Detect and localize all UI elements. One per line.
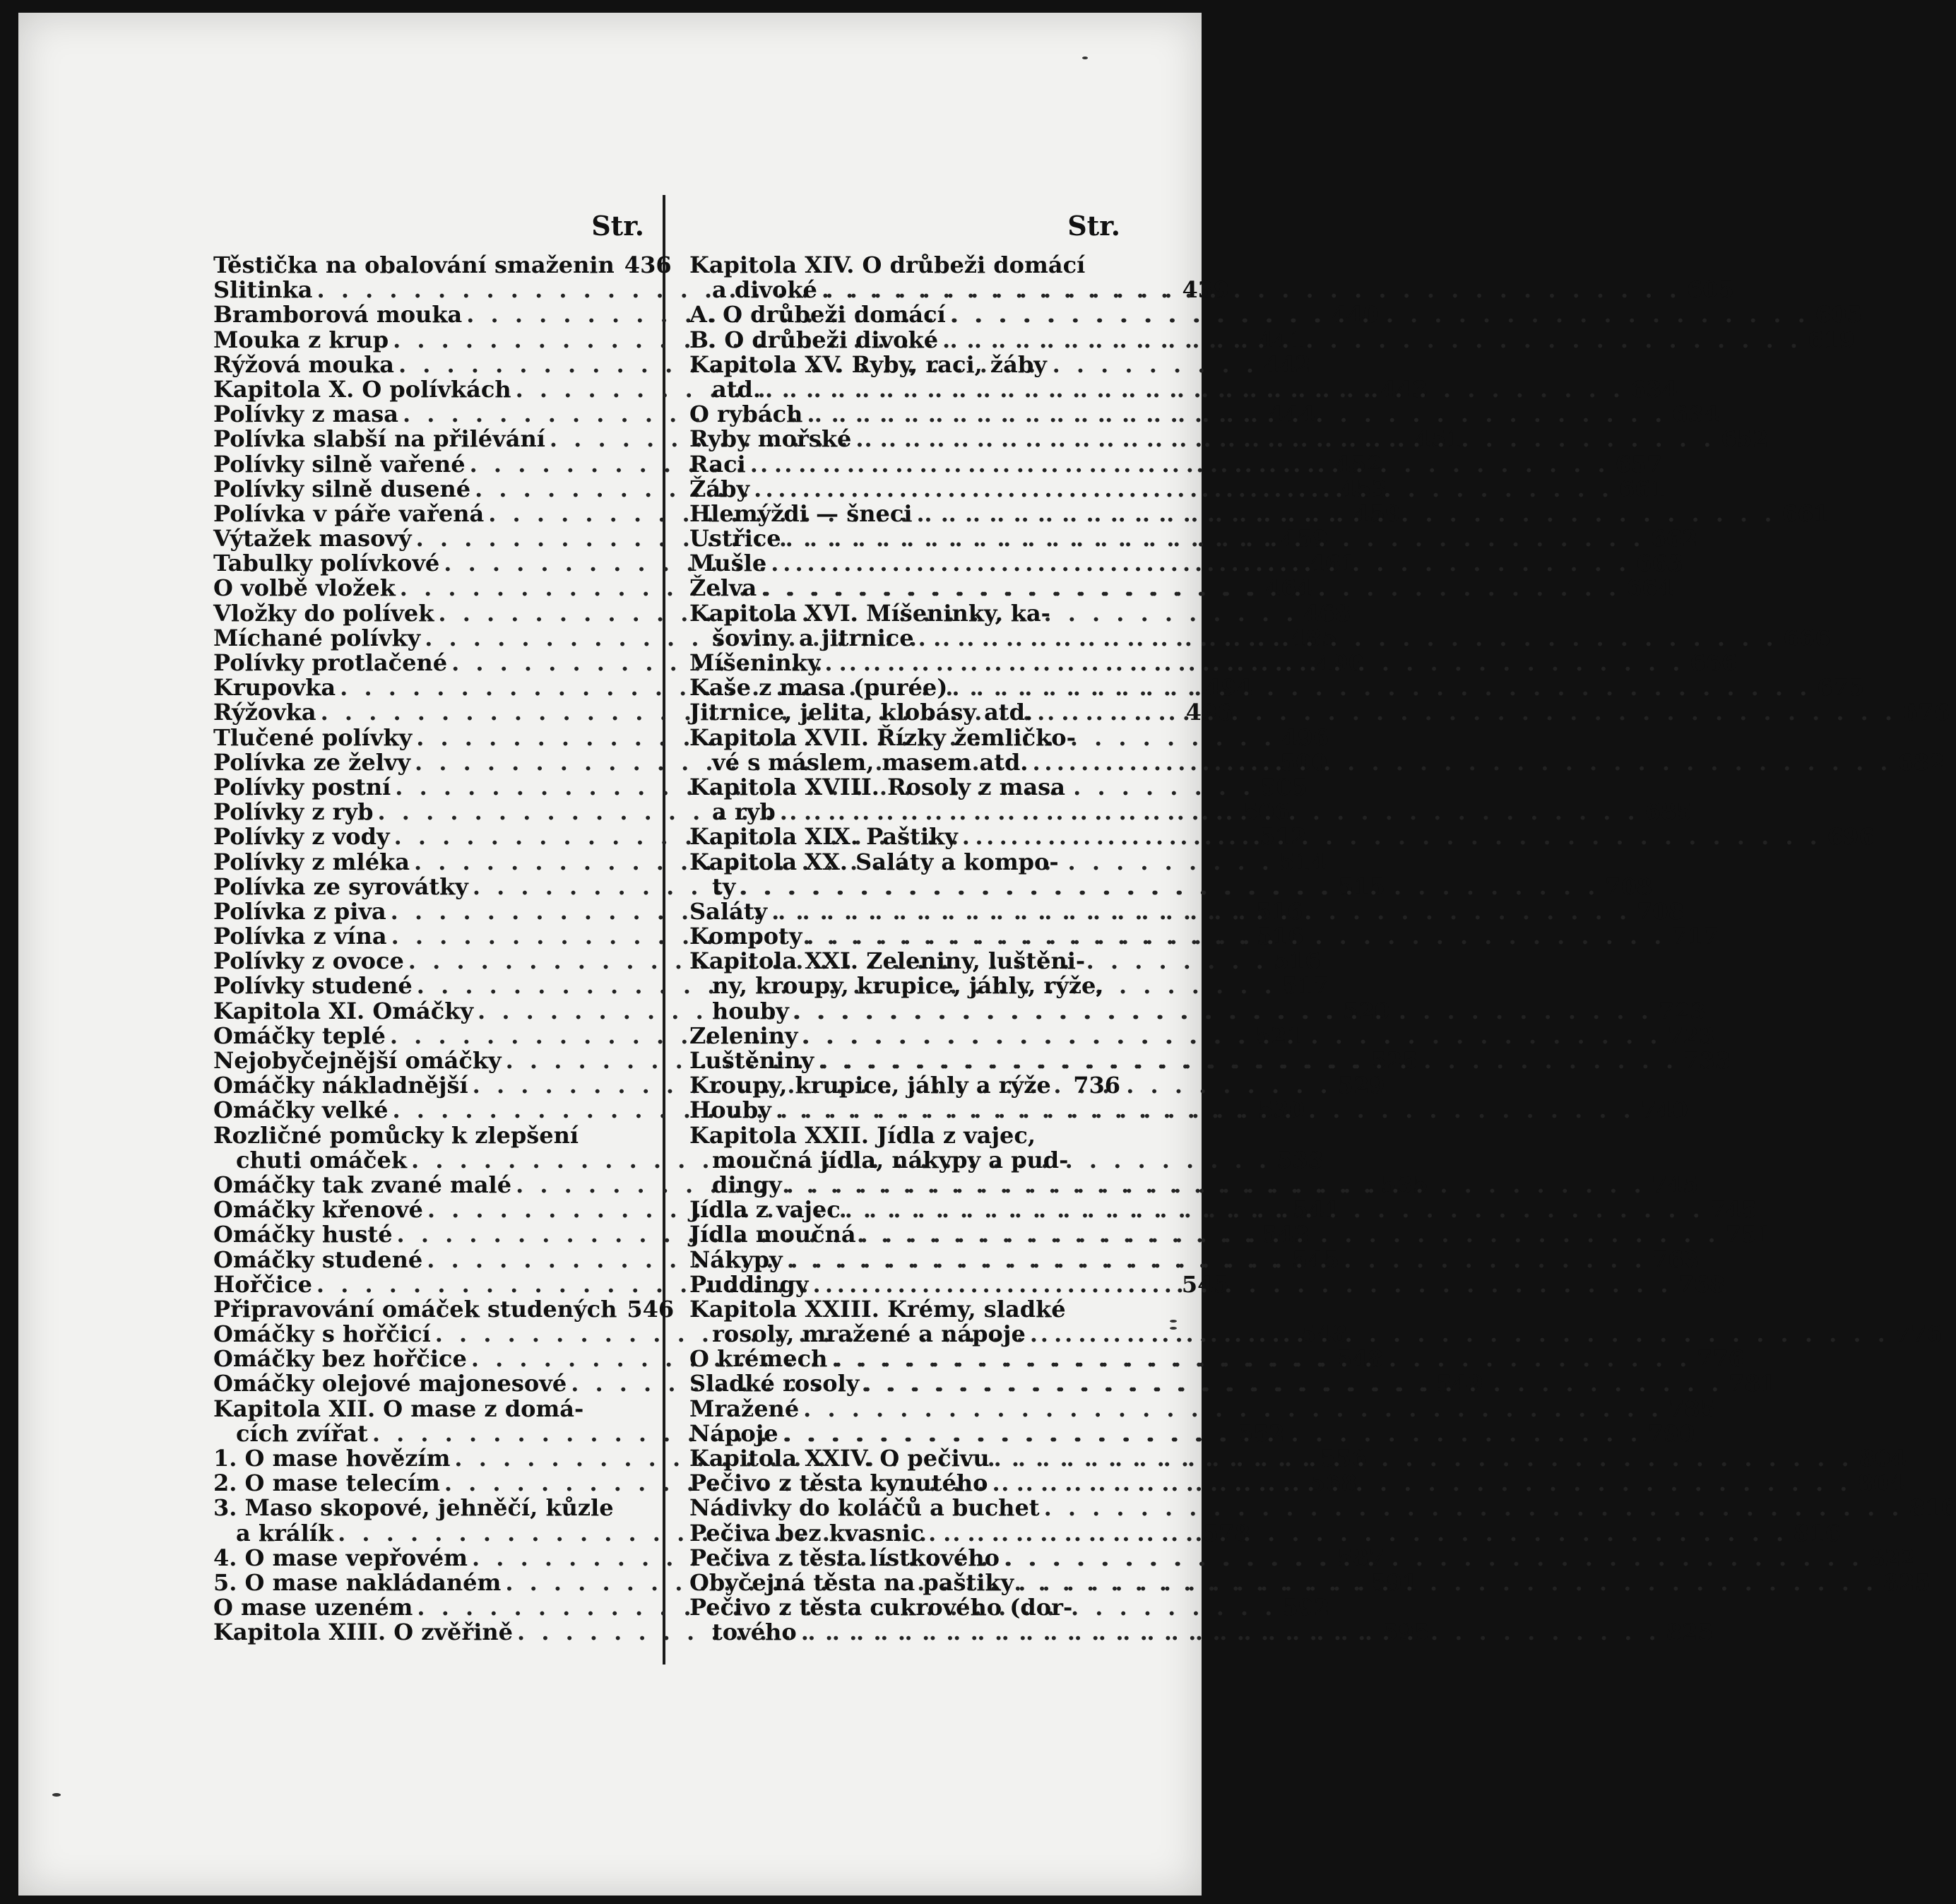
toc-entry-page: 543 xyxy=(1262,1221,1310,1248)
toc-entry-title: Jitrnice, jelita, klobásy atd. xyxy=(689,699,1033,726)
toc-entry-title: Pečiva bez kvasnic xyxy=(689,1519,925,1547)
toc-entry-title: Kapitola XII. O mase z domá- xyxy=(213,1395,584,1422)
toc-entry-page: 682 xyxy=(1897,748,1945,776)
toc-entry-page: 461 xyxy=(1309,550,1357,577)
toc-entry xyxy=(689,1595,1120,1620)
toc-entry-title: Tlučené polívky xyxy=(213,723,413,751)
toc-entry-title: Rozličné pomůcky k zlepšení xyxy=(213,1121,579,1149)
toc-entry-page: 666 xyxy=(1690,649,1738,676)
toc-entry-page: 733 xyxy=(1683,1047,1731,1074)
toc-entry-title: Polívka v páře vařená xyxy=(213,499,485,527)
dot-leader xyxy=(746,452,1610,477)
toc-entry-title: Omáčky tak zvané malé xyxy=(213,1171,512,1198)
toc-entry-title: Nádivky do koláčů a buchet xyxy=(689,1494,1040,1522)
dot-leader xyxy=(766,551,1630,576)
dot-leader xyxy=(771,1098,1635,1123)
toc-entry xyxy=(689,949,1120,974)
dot-leader xyxy=(1033,700,1897,725)
toc-entry-title: Polívky protlačené xyxy=(213,649,448,676)
dot-leader xyxy=(988,1471,1851,1496)
dot-leader xyxy=(789,999,1653,1024)
toc-entry-title: Omáčky teplé xyxy=(213,1022,386,1049)
toc-entry-title: Hořčice xyxy=(213,1270,312,1298)
toc-entry-page: 500 xyxy=(1280,748,1327,776)
toc-entry-page: 439 xyxy=(1182,276,1230,304)
toc-entry-title: Polívka z vína xyxy=(213,923,387,950)
toc-entry-title: Míšeninky xyxy=(689,649,821,676)
toc-entry-title: Kapitola XIV. O drůbeži domácí xyxy=(689,252,1086,278)
dot-leader xyxy=(841,1198,1705,1222)
toc-entry-page: 516 xyxy=(1255,897,1303,925)
toc-entry-title: Připravování omáček studených xyxy=(213,1295,617,1323)
toc-entry-title: Slitinka xyxy=(213,276,313,304)
toc-entry-title: chuti omáček xyxy=(236,1146,408,1173)
toc-entry-page: 816 xyxy=(1794,1519,1841,1547)
toc-entry-title: Kapitola XIX. Paštiky xyxy=(689,823,958,851)
toc-entry-page: 505 xyxy=(1260,773,1308,800)
toc-entry-title: šoviny a jitrnice xyxy=(712,624,914,651)
dot-leader xyxy=(749,477,1613,502)
toc-entry-title: Polívka slabší na přilévání xyxy=(213,425,545,453)
toc-entry-title: Těstička na obalování smaženin xyxy=(213,252,615,278)
toc-entry xyxy=(213,1295,675,1323)
toc-entry-title: B. O drůbeži divoké xyxy=(689,326,939,353)
toc-entry-title: Kaše z masa (purée) xyxy=(689,674,948,702)
toc-entry-title: Míchané polívky xyxy=(213,624,421,651)
toc-entry-page: 459 xyxy=(1353,499,1401,527)
toc-entry-title: Houby xyxy=(689,1096,771,1124)
toc-entry-page: 595 xyxy=(1382,1619,1430,1646)
toc-entry-page: 506 xyxy=(1243,798,1291,826)
toc-entry-page: 634 xyxy=(1630,375,1678,403)
toc-entry-page: 546 xyxy=(627,1295,675,1323)
toc-entry-page: 496 xyxy=(1185,699,1233,726)
toc-entry-title: atd. xyxy=(712,375,761,403)
toc-entry-title: Polívky z masa xyxy=(213,401,399,428)
toc-entry-page: 468 xyxy=(1303,599,1351,627)
toc-entry-page: 657 xyxy=(1615,450,1663,478)
toc-entry-title: cích zvířat xyxy=(236,1419,368,1447)
toc-entry-title: Kapitola XXII. Jídla z vajec, xyxy=(689,1121,1036,1149)
toc-entry-title: A. O drůbeži domácí xyxy=(689,301,946,329)
toc-entry-page: 745 xyxy=(1709,1196,1758,1224)
toc-entry-page: 568 xyxy=(1309,1470,1357,1497)
toc-entry-title: Omáčky husté xyxy=(213,1221,393,1248)
toc-entry-title: 5. O mase nakládaném xyxy=(213,1568,502,1596)
toc-entry-title: Polívka ze želvy xyxy=(213,748,411,776)
toc-entry-page: 436 xyxy=(624,252,672,278)
toc-entry-title: O mase uzeném xyxy=(213,1594,413,1621)
dot-leader xyxy=(1000,1546,1863,1571)
toc-entry-title: Omáčky studené xyxy=(213,1246,423,1273)
dot-leader xyxy=(814,1048,1678,1073)
toc-entry-title: Nejobyčejnější omáčky xyxy=(213,1047,502,1074)
toc-entry xyxy=(689,723,1120,751)
scan-speck xyxy=(1170,1327,1177,1330)
toc-entry-title: vé s máslem, masem atd. xyxy=(712,748,1029,776)
toc-entry-title: Polívky postní xyxy=(213,773,391,800)
toc-entry-page: 781 xyxy=(1729,1370,1777,1397)
toc-entry-page: 535 xyxy=(1381,1171,1428,1198)
toc-entry xyxy=(213,252,672,278)
toc-entry-page: 443 xyxy=(1380,375,1428,403)
toc-entry-page: 440 xyxy=(1332,301,1380,329)
toc-entry-page: 740 xyxy=(1640,1096,1688,1124)
toc-entry-title: Polívka z piva xyxy=(213,897,386,925)
dot-leader xyxy=(856,1222,1720,1247)
toc-entry-title: Kapitola XV. Ryby, raci, žáby xyxy=(689,350,1047,378)
dot-leader xyxy=(924,1521,1788,1546)
toc-entry xyxy=(213,1123,644,1148)
toc-entry xyxy=(689,1494,1956,1522)
toc-entry-page: 619 xyxy=(1808,326,1855,353)
dot-leader xyxy=(798,1024,1662,1048)
toc-entry-title: Žáby xyxy=(689,475,750,502)
right-column-header: Str. xyxy=(1067,210,1120,242)
toc-entry-title: Kapitola XX. Saláty a kompo- xyxy=(689,848,1059,875)
toc-entry-title: moučná jídla, nákypy a pud- xyxy=(712,1146,1069,1173)
toc-entry-title: Kapitola XVIII. Rosoly z masa xyxy=(689,773,1065,800)
toc-entry-title: Luštěniny xyxy=(689,1047,814,1074)
toc-entry-title: Polívky z vody xyxy=(213,823,390,851)
toc-entry-page: 515 xyxy=(1337,873,1385,900)
toc-entry-title: Omáčky velké xyxy=(213,1096,389,1124)
toc-entry-title: Kapitola XVII. Řízky žemličko- xyxy=(689,723,1076,751)
toc-entry xyxy=(689,850,1120,875)
toc-entry-page: 514 xyxy=(1279,848,1327,875)
toc-entry-title: Kroupy, krupice, jáhly a rýže xyxy=(689,1072,1051,1099)
toc-entry-title: Kapitola XXIV. O pečivu xyxy=(689,1445,990,1472)
toc-entry-page: 490 xyxy=(1317,649,1364,676)
toc-entry-page: 548 xyxy=(1336,1345,1384,1373)
toc-entry-page: 556 xyxy=(1320,1445,1368,1472)
toc-entry xyxy=(689,1395,1716,1422)
toc-entry-page: 494 xyxy=(1205,674,1252,702)
scan-speck xyxy=(1082,57,1088,59)
toc-entry-page: 661 xyxy=(1782,499,1830,527)
toc-entry-title: Ryby mořské xyxy=(689,425,852,453)
toc-entry-page: 441 xyxy=(1258,326,1305,353)
dot-leader xyxy=(827,1347,1691,1371)
toc-entry-title: O volbě vložek xyxy=(213,574,396,602)
dot-leader xyxy=(912,499,1776,527)
toc-entry-title: Tabulky polívkové xyxy=(213,550,440,577)
toc-entry-title: a králík xyxy=(236,1519,334,1547)
toc-entry-title: 4. O mase vepřovém xyxy=(213,1544,468,1571)
dot-leader xyxy=(938,328,1802,353)
toc-entry-page: 825 xyxy=(1666,1619,1714,1646)
toc-entry-title: Mouka z krup xyxy=(213,326,389,353)
toc-entry xyxy=(689,1148,1120,1173)
toc-entry-page: 533 xyxy=(1276,1146,1324,1173)
toc-entry-page: 545 xyxy=(1292,1246,1340,1273)
toc-entry-title: Pečivo z těsta kynutého xyxy=(689,1470,988,1497)
toc-entry-page: 592 xyxy=(1282,1594,1330,1621)
toc-entry-page: 549 xyxy=(1436,1370,1483,1397)
toc-entry-page: 578 xyxy=(1203,1519,1250,1547)
toc-entry-title: Sladké rosoly xyxy=(689,1370,860,1397)
toc-entry-title: Polívky silně vařené xyxy=(213,450,466,478)
dot-leader xyxy=(817,278,1681,302)
toc-entry xyxy=(213,1397,644,1421)
dot-leader xyxy=(757,576,1620,601)
toc-entry-page: 464 xyxy=(1264,574,1312,602)
toc-entry-page: 541 xyxy=(1292,1196,1340,1224)
toc-entry-title: Polívky studené xyxy=(213,972,413,1000)
toc-entry-title: Omáčky bez hořčice xyxy=(213,1345,467,1373)
dot-leader xyxy=(851,427,1715,451)
toc-entry xyxy=(689,601,1120,626)
toc-entry-title: Omáčky olejové majonesové xyxy=(213,1370,567,1397)
toc-entry-page: 452 xyxy=(1334,450,1382,478)
toc-entry-title: Kapitola X. O polívkách xyxy=(213,375,511,403)
toc-entry-title: Kapitola XIII. O zvěřině xyxy=(213,1619,514,1646)
toc-entry-page: 676 xyxy=(1902,699,1950,726)
toc-entry-page: 496 xyxy=(1281,723,1329,751)
toc-entry-page: 516 xyxy=(1273,947,1321,975)
toc-entry xyxy=(213,1496,644,1520)
dot-leader xyxy=(947,675,1811,700)
toc-entry-title: Vložky do polívek xyxy=(213,599,434,627)
dot-leader xyxy=(946,302,1810,327)
toc-entry-page: 516 xyxy=(1256,923,1304,950)
toc-entry-page: 485 xyxy=(1290,624,1337,651)
toc-entry-page: 520 xyxy=(1343,997,1390,1024)
dot-leader xyxy=(782,1173,1646,1198)
dot-leader xyxy=(958,824,1822,849)
dot-leader xyxy=(820,651,1684,675)
toc-entry-title: Nápoje xyxy=(689,1419,778,1447)
toc-entry-page: 521 xyxy=(1255,1022,1303,1049)
toc-entry xyxy=(689,1123,1120,1148)
toc-entry-title: Kapitola XXI. Zeleniny, luštěni- xyxy=(689,947,1086,975)
toc-entry-page: 444 xyxy=(1268,401,1315,428)
toc-entry-title: Polívky silně dusené xyxy=(213,475,471,502)
toc-entry-title: Výtažek masový xyxy=(213,525,412,552)
toc-entry-title: Mušle xyxy=(689,550,767,577)
toc-entry-page: 591 xyxy=(1370,1568,1418,1596)
dot-leader xyxy=(778,1421,1642,1446)
toc-entry-page: 530 xyxy=(1257,1096,1305,1124)
toc-entry-title: Kapitola XI. Omáčky xyxy=(213,997,474,1024)
toc-entry-page: 790 xyxy=(1647,1419,1695,1447)
dot-leader xyxy=(1026,1322,1890,1347)
toc-entry-page: 517 xyxy=(1281,972,1329,1000)
toc-entry-page: 525 xyxy=(1370,1047,1418,1074)
toc-entry-title: Polívky z mléka xyxy=(213,848,410,875)
toc-entry-page: 785 xyxy=(1668,1395,1716,1422)
toc-entry-page: 804 xyxy=(1859,1445,1907,1472)
dot-leader xyxy=(761,377,1625,402)
left-column-header: Str. xyxy=(591,210,644,242)
scan-speck xyxy=(52,1793,61,1797)
toc-entry-page: 545 xyxy=(1181,1270,1229,1298)
toc-entry xyxy=(689,974,1120,998)
toc-entry-page: 451 xyxy=(1414,425,1462,453)
toc-entry-page: 825 xyxy=(1883,1568,1931,1596)
toc-entry xyxy=(689,1073,1120,1098)
toc-entry-page: 662 xyxy=(1650,525,1698,552)
toc-entry-title: Hlemýždi — šneci xyxy=(689,499,913,527)
toc-entry-page: 751 xyxy=(1725,1221,1773,1248)
toc-entry-title: Omáčky nákladnější xyxy=(213,1072,468,1099)
toc-entry-title: Puddingy xyxy=(689,1270,809,1298)
toc-entry-page: 717 xyxy=(1671,923,1719,950)
dot-leader xyxy=(802,402,1666,427)
toc-entry-title: Rýžovka xyxy=(213,699,316,726)
dot-leader xyxy=(1040,1496,1904,1520)
toc-entry-page: 685 xyxy=(1644,798,1693,826)
dot-leader xyxy=(808,1272,1672,1297)
dot-leader xyxy=(1014,1568,1878,1596)
toc-entry-page: 634 xyxy=(1672,401,1720,428)
toc-entry-title: a ryb xyxy=(712,798,776,826)
toc-entry-page: 675 xyxy=(1817,674,1865,702)
toc-entry-page: 723 xyxy=(1667,1022,1715,1049)
toc-entry-page: 664 xyxy=(1626,574,1673,602)
toc-entry-title: dingy xyxy=(712,1171,782,1198)
toc-entry-page: 804 xyxy=(1857,1470,1905,1497)
toc-entry-title: Kompoty xyxy=(689,923,802,950)
toc-entry-title: Krupovka xyxy=(213,674,336,702)
toc-entry-title: Jídla moučná xyxy=(689,1221,856,1248)
dot-leader xyxy=(799,1397,1663,1421)
toc-entry xyxy=(689,1297,1120,1322)
toc-entry-title: 1. O mase hovězím xyxy=(213,1445,451,1472)
toc-entry-page: 745 xyxy=(1651,1171,1699,1198)
toc-entry-page: 512 xyxy=(1259,823,1307,851)
dot-leader xyxy=(914,626,1778,651)
toc-entry-page: 776 xyxy=(1697,1345,1745,1373)
toc-entry-page: 552 xyxy=(1237,1419,1285,1447)
dot-leader xyxy=(776,800,1640,824)
toc-entry-page: 548 xyxy=(1300,1320,1348,1348)
toc-entry-title: Raci xyxy=(689,450,746,478)
dot-leader xyxy=(802,924,1666,949)
toc-entry-page: 652 xyxy=(1721,425,1769,453)
toc-entry-title: Nákypy xyxy=(689,1246,783,1273)
book-page xyxy=(18,13,1956,1896)
toc-entry-title: Obyčejná těsta na paštiky xyxy=(689,1568,1014,1596)
toc-entry xyxy=(689,775,1120,800)
toc-entry-title: Želva xyxy=(689,574,757,602)
toc-entry-page: 708 xyxy=(1605,873,1653,900)
toc-entry-title: Kapitola XVI. Míšeninky, ka- xyxy=(689,599,1050,627)
dot-leader xyxy=(859,1371,1723,1396)
toc-entry-page: 459 xyxy=(1281,525,1329,552)
dot-leader xyxy=(735,875,1599,899)
dot-leader xyxy=(783,1248,1647,1272)
scan-speck xyxy=(1170,1320,1177,1323)
toc-entry-page: 696 xyxy=(1827,823,1875,851)
toc-entry-page: 736 xyxy=(1073,1072,1120,1099)
toc-entry-title: Bramborová mouka xyxy=(213,301,463,329)
toc-entry-page: 453 xyxy=(1340,475,1387,502)
toc-entry-title: Pečiva z těsta lístkového xyxy=(689,1544,1000,1571)
toc-entry-title: ty xyxy=(712,873,736,900)
toc-entry-title: O rybách xyxy=(689,401,803,428)
toc-entry-page: 822 xyxy=(1868,1544,1916,1571)
dot-leader xyxy=(990,1446,1854,1471)
toc-entry-title: Omáčky s hořčicí xyxy=(213,1320,431,1348)
toc-entry-page: 666 xyxy=(1783,624,1831,651)
toc-entry-title: 3. Maso skopové, jehněčí, kůzle xyxy=(213,1494,614,1522)
toc-entry-page: 708 xyxy=(1637,897,1684,925)
toc-entry-title: Kapitola XXIII. Krémy, sladké xyxy=(689,1295,1066,1323)
dot-leader xyxy=(1029,750,1892,775)
toc-entry-page: 663 xyxy=(1636,550,1683,577)
toc-entry-title: O krémech xyxy=(689,1345,828,1373)
toc-entry-page: 587 xyxy=(1337,1544,1385,1571)
toc-entry-page: 605 xyxy=(1686,276,1734,304)
toc-entry-title: Rýžová mouka xyxy=(213,350,394,378)
toc-entry-page: 661 xyxy=(1619,475,1666,502)
toc-entry-title: 2. O mase telecím xyxy=(213,1470,440,1497)
toc-entry-title: Pečivo z těsta cukrového (dor- xyxy=(689,1594,1073,1621)
toc-entry-title: a divoké xyxy=(712,276,817,304)
toc-entry-title: Jídla z vajec xyxy=(689,1196,841,1224)
toc-entry-title: Saláty xyxy=(689,897,768,925)
dot-leader xyxy=(781,526,1645,551)
toc-entry-page: 442 xyxy=(1263,350,1311,378)
toc-entry-page: 763 xyxy=(1652,1246,1700,1273)
toc-entry-title: Polívka ze syrovátky xyxy=(213,873,468,900)
toc-entry-page: 776 xyxy=(1895,1320,1943,1348)
toc-entry-title: houby xyxy=(712,997,789,1024)
toc-entry-title: tového xyxy=(712,1619,797,1646)
toc-entry-title: Polívky z ryb xyxy=(213,798,374,826)
toc-entry-title: Mražené xyxy=(689,1395,800,1422)
toc-entry-title: Omáčky křenové xyxy=(213,1196,423,1224)
toc-entry xyxy=(689,350,1120,378)
dot-leader xyxy=(797,1620,1661,1645)
toc-entry-title: Polívky z ovoce xyxy=(213,947,404,975)
toc-entry-page: 768 xyxy=(1678,1270,1726,1298)
toc-entry-title: rosoly, mražené a nápoje xyxy=(712,1320,1026,1348)
toc-entry-title: ny, kroupy, krupice, jáhly, rýže, xyxy=(712,972,1104,1000)
dot-leader xyxy=(767,899,1631,924)
toc-entry-page: 723 xyxy=(1658,997,1706,1024)
toc-entry-page: 816 xyxy=(1909,1494,1956,1522)
toc-entry-page: 529 xyxy=(1337,1072,1385,1099)
toc-entry-title: Ustřice xyxy=(689,525,781,552)
toc-entry-page: 605 xyxy=(1815,301,1863,329)
toc-entry-title: Zeleniny xyxy=(689,1022,798,1049)
toc-entry xyxy=(689,253,1120,278)
